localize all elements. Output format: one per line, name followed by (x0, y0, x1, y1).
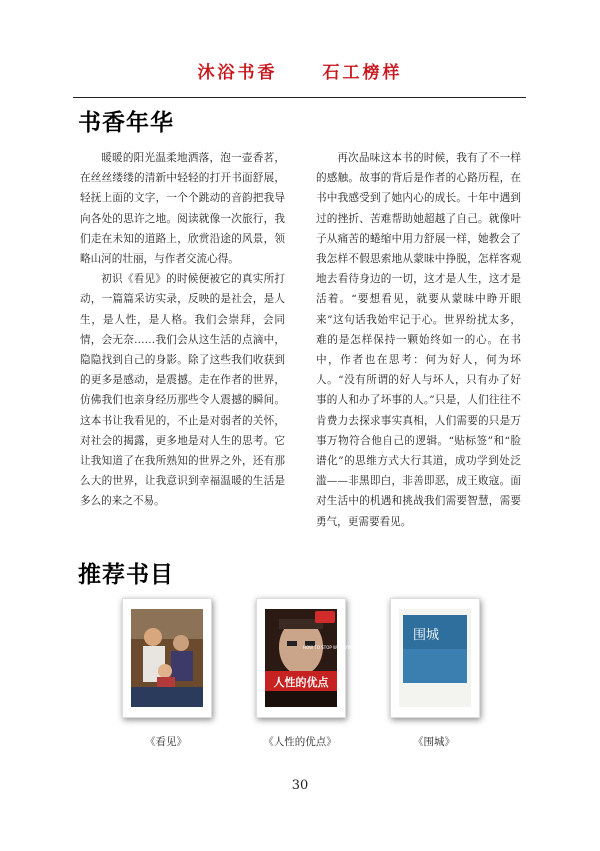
book-cover-weicheng-title: 围城 (413, 628, 440, 643)
book-cover-renxing-title: 人性的优点 (273, 676, 329, 689)
section-title-recommended: 推荐书目 (78, 562, 174, 588)
book-cover-kanjian-image (131, 609, 203, 707)
header-left-text: 沐浴书香 (197, 63, 278, 83)
section-title-reading: 书香年华 (78, 110, 174, 136)
article-column-right (316, 148, 521, 532)
book-card-renxing[interactable] (256, 598, 388, 718)
paragraph: 初识《看见》的时候便被它的真实所打动，一篇篇采访实录，反映的是社会，是人生，是人性，是人格。我们会崇拜，会同情，会无奈……我们会从这生活的点滴中，隐隐找到自己的身影。除了这些我们收获到的更多是感动，是震撼。走在作者的世界，仿佛我们也亲身经历那些令人震撼的瞬间。这本书让我看见的，不止是对弱者的关怀，对社会的揭露，更多地是对人生的思考。它让我知道了在我所熟知的世界之外，还有那么大的世界，让我意识到幸福温暖的生活是多么的来之不易。 (80, 273, 285, 508)
book-caption-weicheng: 《围城》 (413, 736, 455, 748)
book-card-kanjian[interactable] (122, 598, 212, 718)
book-cover-renxing-en: HOW TO STOP WORRYING & START LIVING (303, 645, 388, 650)
book-caption-renxing: 《人性的优点》 (263, 736, 337, 748)
book-cover-weicheng-image (399, 609, 471, 707)
book-cover-renxing-image (265, 609, 388, 707)
paragraph: 再次品味这本书的时候，我有了不一样的感触。故事的背后是作者的心路历程，在书中我感受到了她内心的成长。十年中遇到过的挫折、苦难帮助她超越了自己。就像叶子从痛苦的蜷缩中用力舒展一样，她教会了我怎样不假思索地从蒙昧中挣脱，怎样客观地去看待身边的一切，这才是人生，这才是活着。“要想看见，就要从蒙昧中睁开眼来”这句话我始牢记于心。世界纷扰太多，难的是怎样保持一颗始终如一的心。在书中，作者也在思考：何为好人，何为坏人。“没有所谓的好人与坏人，只有办了好事的人和办了坏事的人。”只是，人们往往不肯费力去探求事实真相，人们需要的只是万事万物符合他自己的逻辑。“贴标签”和“脸谱化”的思维方式大行其道，成功学到处泛滥——非黑即白，非善即恶，成王败寇。面对生活中的机遇和挑战我们需要智慧，需要勇气，更需要看见。 (316, 152, 521, 528)
running-header (0, 58, 600, 83)
page-number: 30 (291, 778, 309, 793)
header-right-text: 石工榜样 (322, 63, 403, 83)
book-caption-kanjian: 《看见》 (145, 736, 187, 748)
paragraph: 暖暖的阳光温柔地洒落，泡一壶香茗，在丝丝缕缕的清新中轻轻的打开书面舒展，轻抚上面的文字，一个个跳动的音韵把我导向各处的思许之地。阅读就像一次旅行，我们走在未知的道路上，欣赏沿途的风景，领略山河的壮丽，与作者交流心得。 (80, 152, 285, 266)
article-column-left (80, 148, 285, 512)
header-divider (73, 97, 526, 98)
book-card-weicheng[interactable] (390, 598, 480, 718)
